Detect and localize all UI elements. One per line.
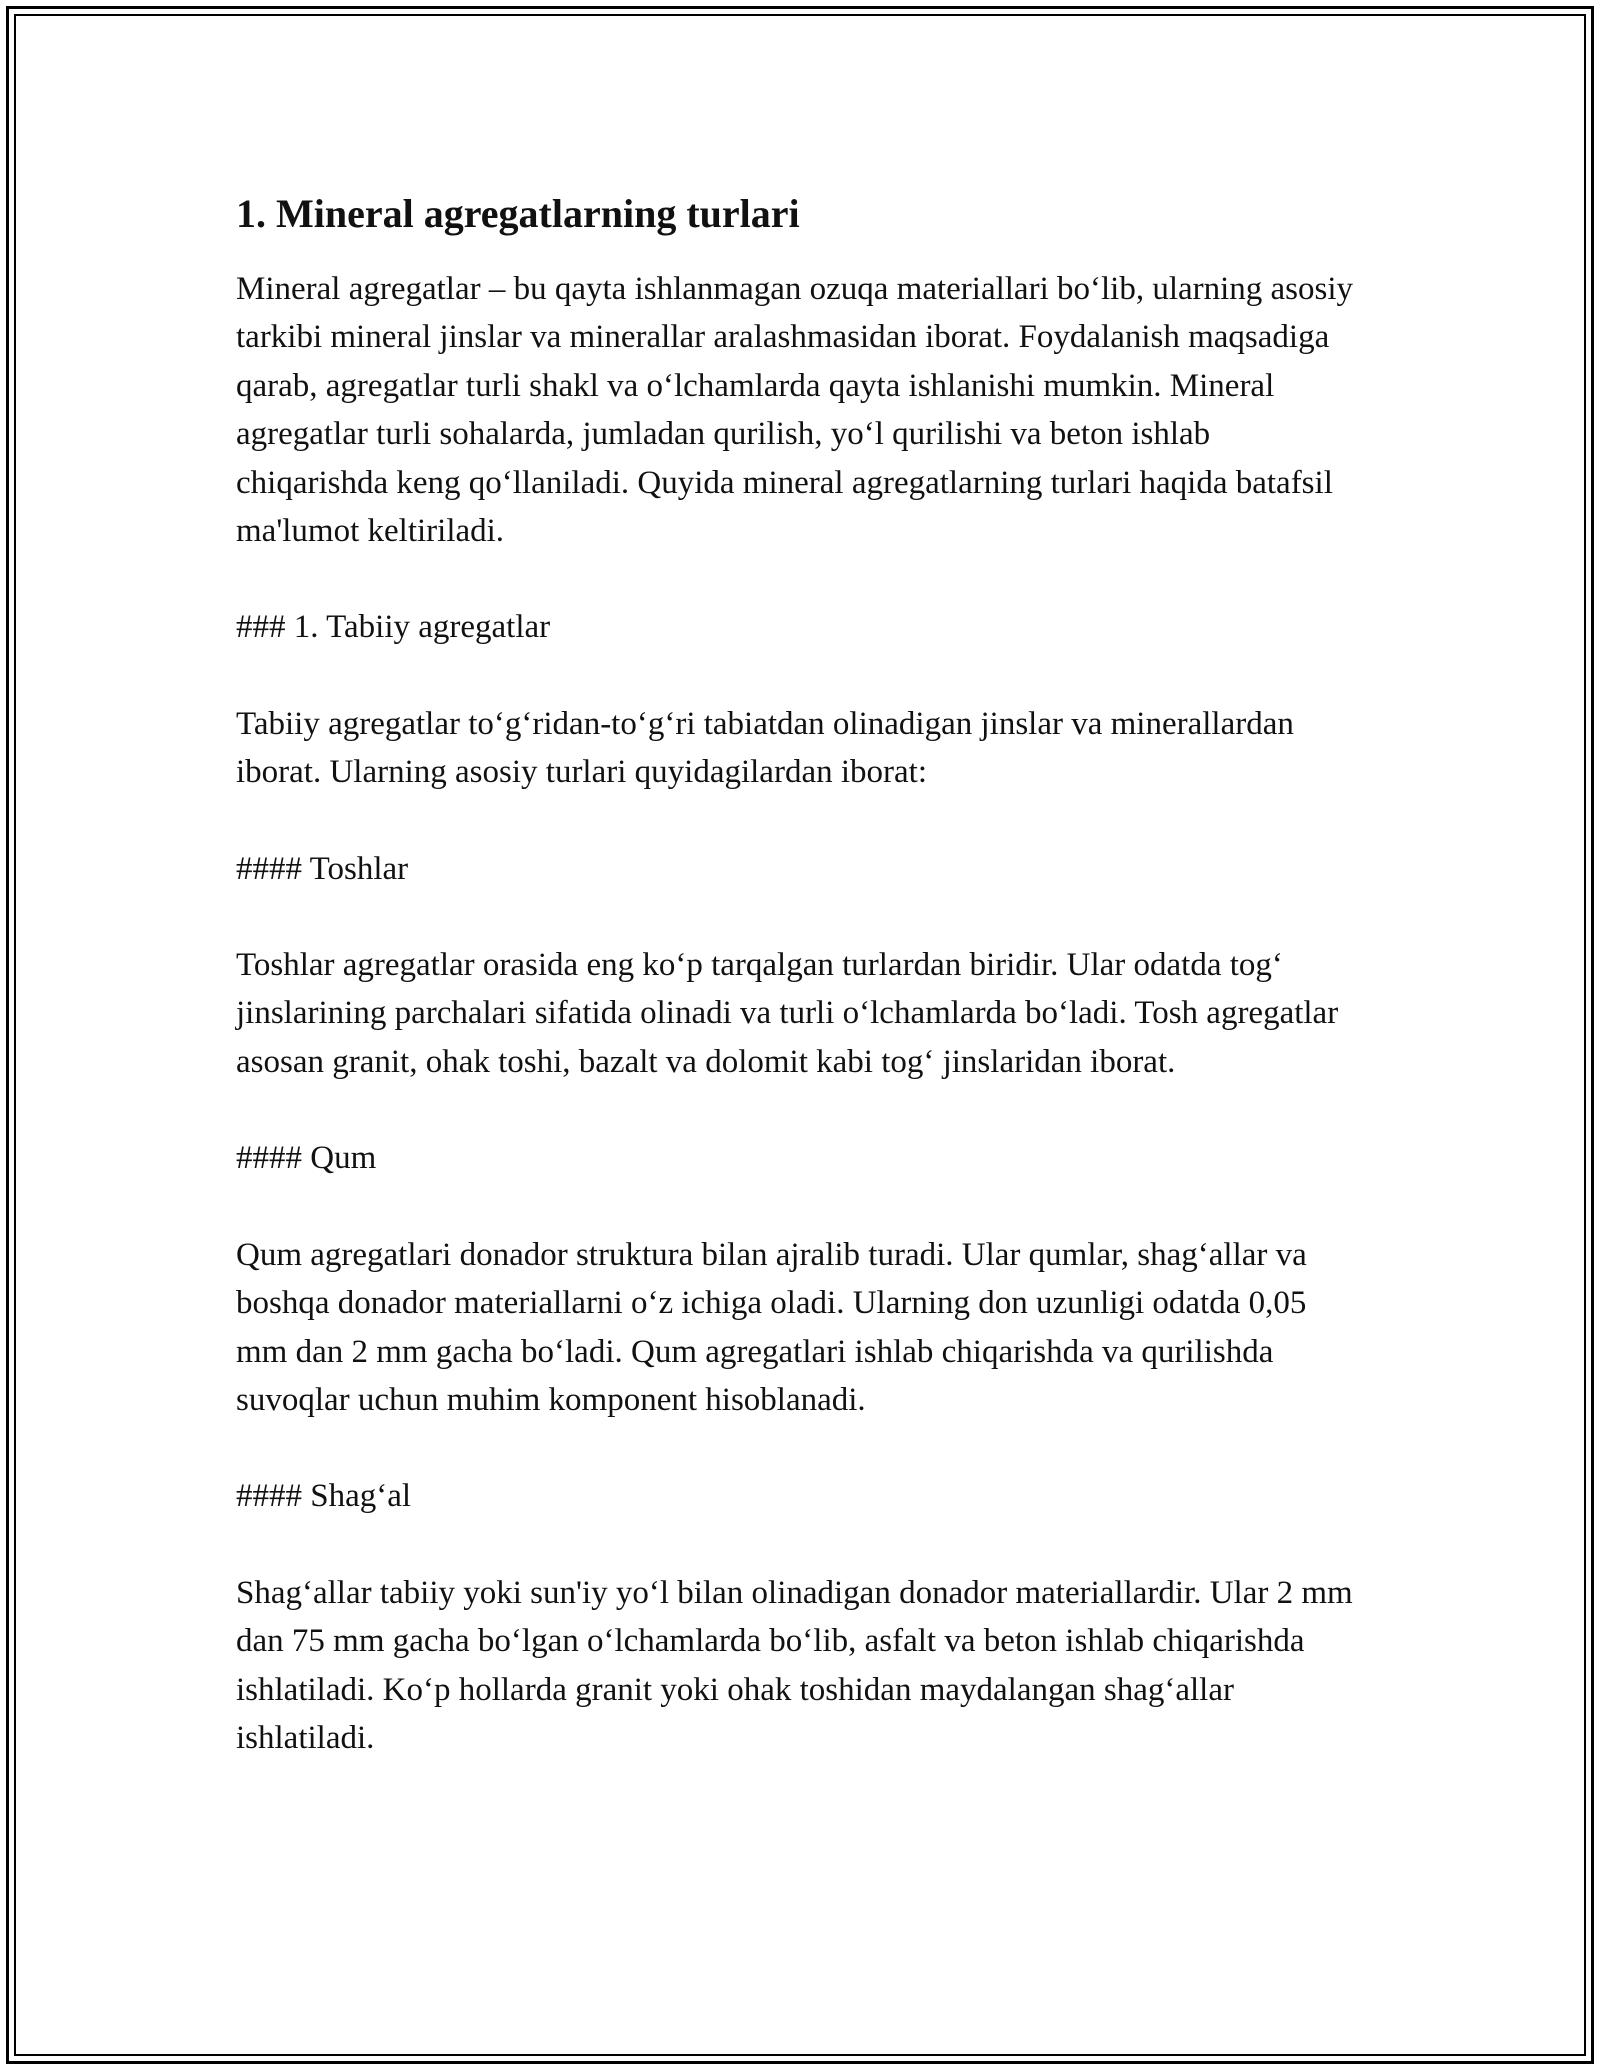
tabiiy-paragraph: Tabiiy agregatlar to‘g‘ridan-to‘g‘ri tabiatdan olinadigan jinslar va minerallardan iborat. Ularning asosiy turlari quyidagilardan iborat: [236, 705, 1294, 791]
toshlar-paragraph: Toshlar agregatlar orasida eng ko‘p tarqalgan turlardan biridir. Ular odatda tog‘ jinslarining parchalari sifatida olinadi va turli o‘lchamlarda bo‘ladi. Tosh agregatlar asosan granit, ohak toshi, bazalt va dolomit kabi tog‘ jinslaridan iborat. [236, 947, 1339, 1080]
qum-paragraph: Qum agregatlari donador struktura bilan ajralib turadi. Ular qumlar, shag‘allar va boshqa donador materiallarni o‘z ichiga oladi. Ularning don uzunligi odatda 0,05 mm dan 2 mm gacha bo‘ladi. Qum agregatlari ishlab chiqarishda va qurilishda suvoqlar uchun muhim komponent hisoblanadi. [236, 1236, 1307, 1418]
intro-paragraph: Mineral agregatlar – bu qayta ishlanmagan ozuqa materiallari bo‘lib, ularning asosiy tarkibi mineral jinslar va minerallar aralashmasidan iborat. Foydalanish maqsadiga qarab, agregatlar turli shakl va o‘lchamlarda qayta ishlanishi mumkin. Mineral agregatlar turli sohalarda, jumladan qurilish, yo‘l qurilishi va beton ishlab chiqarishda keng qo‘llaniladi. Quyida mineral agregatlarning turlari haqida batafsil ma'lumot keltiriladi. [236, 271, 1354, 550]
document-body [236, 185, 1364, 1810]
subheading-shagal: #### Shag‘al [236, 1478, 412, 1515]
section-heading-tabiiy: ### 1. Tabiiy agregatlar [236, 609, 551, 646]
shagal-paragraph: Shag‘allar tabiiy yoki sun'iy yo‘l bilan olinadigan donador materiallardir. Ular 2 mm dan 75 mm gacha bo‘lgan o‘lchamlarda bo‘lib, asfalt va beton ishlab chiqarishda ishlatiladi. Ko‘p hollarda granit yoki ohak toshidan maydalangan shag‘allar ishlatiladi. [236, 1574, 1353, 1756]
document-title: 1. Mineral agregatlarning turlari [236, 191, 800, 236]
subheading-qum: #### Qum [236, 1140, 377, 1177]
subheading-toshlar: #### Toshlar [236, 850, 409, 887]
